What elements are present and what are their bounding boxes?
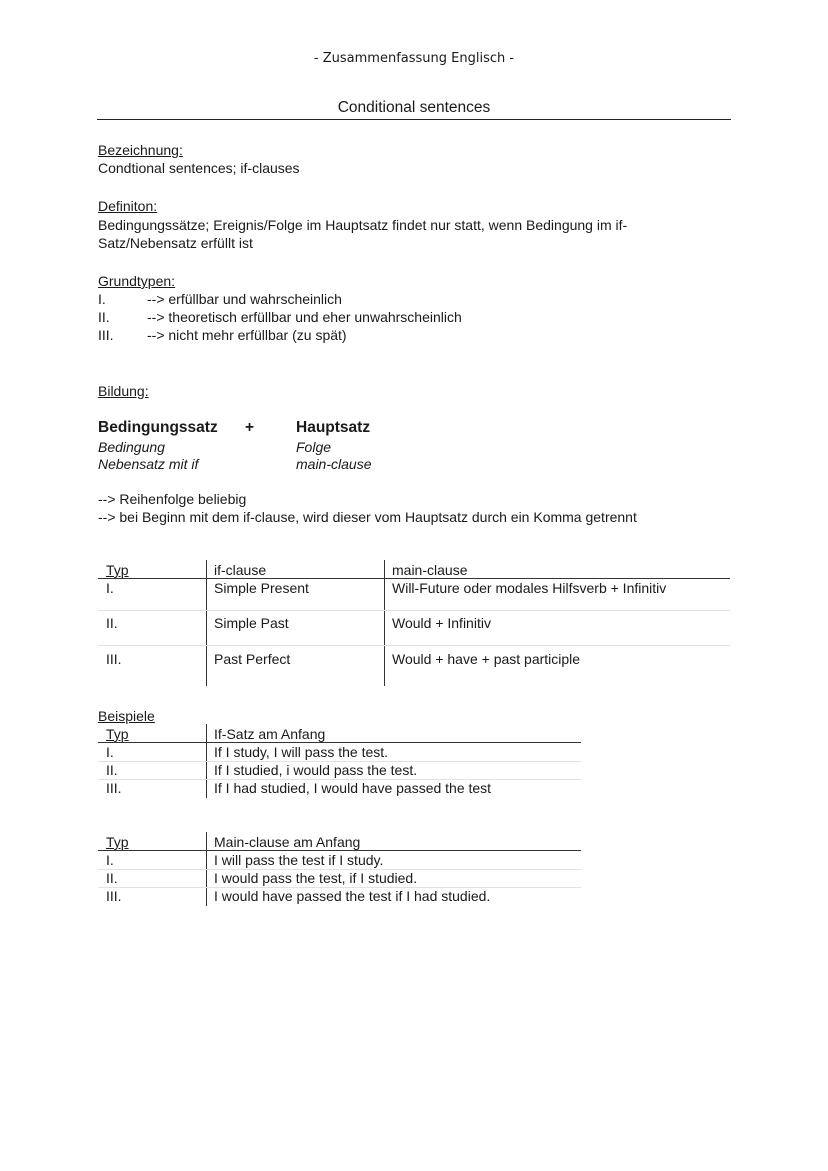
b2-cell: I would pass the test, if I studied. (214, 870, 418, 886)
types-row-rule (98, 645, 730, 646)
types-header-main-clause: main-clause (392, 562, 468, 578)
grundtyp-text: --> nicht mehr erfüllbar (zu spät) (147, 327, 347, 343)
types-header-typ: Typ (106, 562, 129, 578)
types-cell: Past Perfect (214, 651, 291, 667)
types-col-divider (206, 560, 207, 686)
b2-header-satz: Main-clause am Anfang (214, 834, 361, 850)
types-header-rule (98, 578, 730, 579)
b1-header-typ: Typ (106, 726, 129, 742)
b1-cell: If I had studied, I would have passed the test (214, 780, 492, 796)
types-cell: I. (106, 580, 114, 596)
types-cell: III. (106, 651, 122, 667)
types-row-rule (98, 610, 730, 611)
grundtyp-num: II. (98, 309, 110, 325)
definition-heading: Definiton: (98, 198, 158, 214)
bildung-note-1: --> Reihenfolge beliebig (98, 491, 247, 507)
b1-header-satz: If-Satz am Anfang (214, 726, 326, 742)
b2-cell: I. (106, 852, 114, 868)
bildung-note-2: --> bei Beginn mit dem if-clause, wird dieser vom Hauptsatz durch ein Komma getrennt (98, 509, 637, 525)
b1-cell: II. (106, 762, 118, 778)
b1-cell: If I study, I will pass the test. (214, 744, 389, 760)
definition-line-2: Satz/Nebensatz erfüllt ist (98, 235, 253, 251)
b1-cell: III. (106, 780, 122, 796)
main-clause-label: main-clause (296, 456, 372, 472)
types-cell: Would + Infinitiv (392, 615, 491, 631)
types-cell: Will-Future oder modales Hilfsverb + Infinitiv (392, 580, 667, 596)
types-cell: Simple Past (214, 615, 289, 631)
b1-header-rule (98, 742, 581, 743)
b1-cell: I. (106, 744, 114, 760)
b2-cell: I would have passed the test if I had studied. (214, 888, 491, 904)
bedingung-label: Bedingung (98, 439, 165, 455)
b1-cell: If I studied, i would pass the test. (214, 762, 418, 778)
types-cell: Would + have + past participle (392, 651, 581, 667)
b2-cell: I will pass the test if I study. (214, 852, 384, 868)
nebensatz-label: Nebensatz mit if (98, 456, 199, 472)
hauptsatz-title: Hauptsatz (296, 419, 371, 436)
grundtypen-heading: Grundtypen: (98, 273, 176, 289)
bezeichnung-heading: Bezeichnung: (98, 142, 183, 158)
grundtyp-num: III. (98, 327, 114, 343)
b2-cell: III. (106, 888, 122, 904)
bezeichnung-text: Condtional sentences; if-clauses (98, 160, 300, 176)
types-col-divider (384, 560, 385, 686)
page-title: Conditional sentences (337, 99, 491, 116)
bedingungssatz-title: Bedingungssatz (98, 419, 218, 436)
grundtyp-num: I. (98, 291, 106, 307)
b2-header-typ: Typ (106, 834, 129, 850)
types-cell: Simple Present (214, 580, 309, 596)
plus-sign: + (245, 419, 255, 436)
types-cell: II. (106, 615, 118, 631)
beispiele-heading: Beispiele (98, 708, 155, 724)
b2-header-rule (98, 850, 581, 851)
grundtyp-text: --> erfüllbar und wahrscheinlich (147, 291, 342, 307)
types-header-if-clause: if-clause (214, 562, 267, 578)
b2-cell: II. (106, 870, 118, 886)
title-rule (97, 119, 731, 120)
bildung-heading: Bildung: (98, 383, 149, 399)
definition-line-1: Bedingungssätze; Ereignis/Folge im Hauptsatz findet nur statt, wenn Bedingung im if- (98, 217, 628, 233)
page-header: - Zusammenfassung Englisch - (313, 51, 515, 66)
grundtyp-text: --> theoretisch erfüllbar und eher unwahrscheinlich (147, 309, 462, 325)
folge-label: Folge (296, 439, 332, 455)
